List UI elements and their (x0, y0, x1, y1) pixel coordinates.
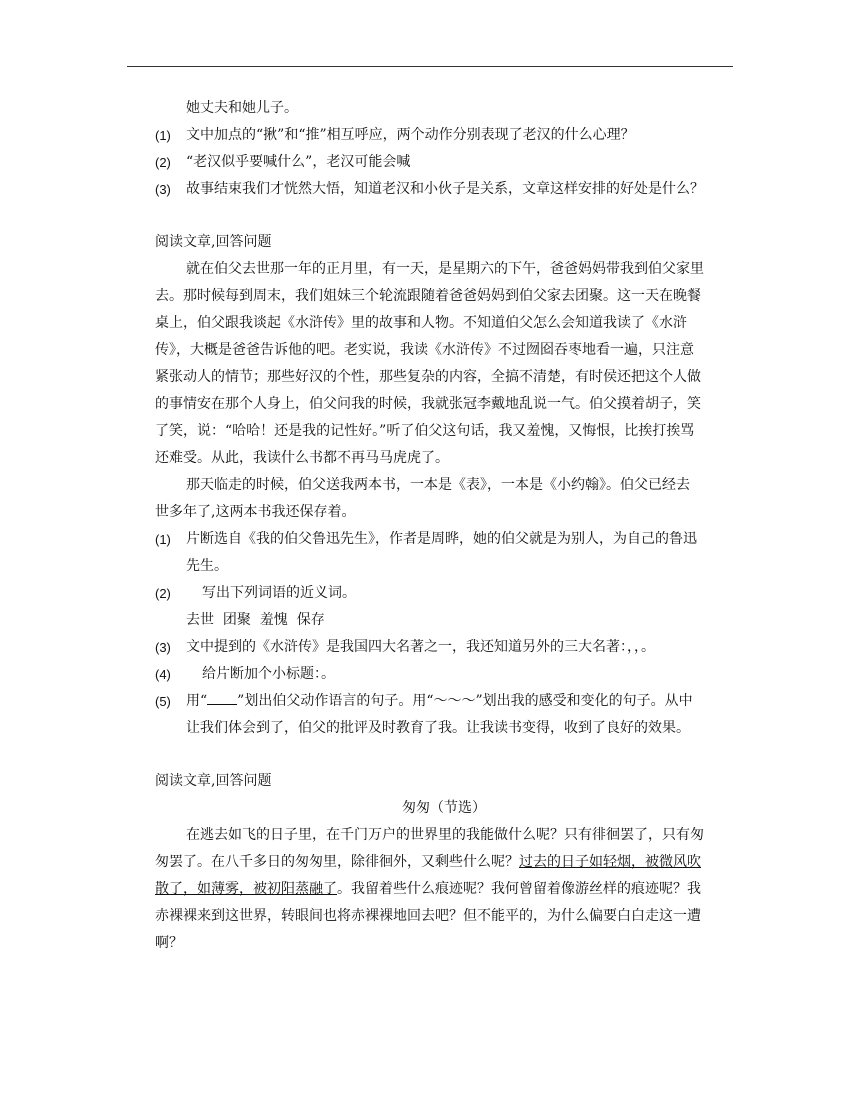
line-text: 啊？ (155, 935, 183, 951)
section-2-paragraph-2 (155, 472, 733, 526)
question-number: (3) (155, 182, 171, 197)
question-number: (2) (155, 155, 171, 170)
word-list: 去世 团聚 羞愧 保存 (186, 612, 325, 628)
section-gap (155, 203, 733, 229)
question-number: (5) (155, 694, 171, 709)
question-1-2 (155, 149, 733, 176)
question-text: 让我们体会到了，伯父的批评及时教育了我。让我读书变得，收到了良好的效果。 (186, 720, 690, 736)
line-text: 匆罢了。在八千多日的匆匆里，除徘徊外，又剩些什么呢？ (155, 854, 519, 870)
section-2-heading: 阅读文章,回答问题 (155, 234, 272, 250)
question-text: 给片断加个小标题：。 (202, 666, 335, 682)
paragraph-line: 了笑，说：“哈哈！还是我的记性好。”听了伯父这句话，我又羞愧，又悔恨，比挨打挨骂 (155, 423, 695, 439)
question-number: (2) (155, 586, 171, 601)
header-rule (127, 66, 733, 67)
section-gap (155, 742, 733, 768)
paragraph-line: 那天临走的时候，伯父送我两本书，一本是《表》，一本是《小约翰》。伯父已经去 (186, 477, 690, 493)
question-2-1-cont (155, 553, 733, 580)
paragraph-line (155, 822, 733, 849)
paragraph-line: 去。那时候每到周末，我们姐妹三个轮流跟随着爸爸妈妈到伯父家去团聚。这一天在晚餐 (155, 288, 701, 304)
paragraph-line (155, 849, 733, 876)
line-text: 赤裸裸来到这世界，转眼间也将赤裸裸地回去吧？但不能平的，为什么偏要白白走这一遭 (155, 908, 701, 924)
question-2-2 (155, 580, 733, 607)
line-text: 在逃去如飞的日子里，在千门万户的世界里的我能做什么呢？只有徘徊罢了，只有匆 (186, 827, 704, 843)
paragraph-line (155, 876, 733, 903)
paragraph-line: 传》，大概是爸爸告诉他的吧。老实说，我读《水浒传》不过囫囵吞枣地看一遍，只注意 (155, 342, 694, 358)
paragraph-line: 还难受。从此，我读什么书都不再马马虎虎了。 (155, 450, 449, 466)
question-2-3 (155, 634, 733, 661)
underlined-text: 过去的日子如轻烟，被微风吹 (519, 854, 701, 870)
question-text: “老汉似乎要喊什么”，老汉可能会喊 (186, 154, 411, 170)
line-text: 。我留着些什么痕迹呢？我何曾留着像游丝样的痕迹呢？我 (337, 881, 701, 897)
question-number: (1) (155, 532, 171, 547)
question-text: 故事结束我们才恍然大悟，知道老汉和小伙子是关系，文章这样安排的好处是什么？ (186, 181, 704, 197)
paragraph-line: 世多年了,这两本书我还保存着。 (155, 504, 356, 520)
section-2-paragraph-1 (155, 256, 733, 472)
question-1-1 (155, 122, 733, 149)
question-text: 写出下列词语的近义词。 (202, 585, 356, 601)
question-text-post: ”划出伯父动作语言的句子。用“～～～”划出我的感受和变化的句子。从中 (237, 693, 693, 709)
paragraph-line: 就在伯父去世那一年的正月里，有一天，是星期六的下午，爸爸妈妈带我到伯父家里 (186, 261, 704, 277)
paragraph-line: 紧张动人的情节；那些好汉的个性，那些复杂的内容，全搞不清楚，有时侯还把这个人做 (155, 369, 701, 385)
paragraph-line: 桌上，伯父跟我谈起《水浒传》里的故事和人物。不知道伯父怎么会知道我读了《水浒 (155, 315, 687, 331)
question-text: 文中提到的《水浒传》是我国四大名著之一，我还知道另外的三大名著：，，。 (186, 639, 655, 655)
question-text-pre: 用“ (186, 693, 208, 709)
question-2-5 (155, 688, 733, 715)
question-text: 片断选自《我的伯父鲁迅先生》，作者是周晔，她的伯父就是为别人，为自己的鲁迅 (186, 531, 697, 547)
question-2-5-cont (155, 715, 733, 742)
underline-sample (207, 690, 237, 705)
question-number: (3) (155, 640, 171, 655)
question-number: (4) (155, 667, 171, 682)
passage-title: 匆匆（节选） (402, 800, 486, 816)
document-content (155, 95, 733, 957)
question-text: 文中加点的“揪”和“推”相互呼应，两个动作分别表现了老汉的什么心理？ (186, 127, 635, 143)
question-2-4 (155, 661, 733, 688)
paragraph-line (155, 903, 733, 930)
underlined-text: 散了，如薄雾，被初阳蒸融了 (155, 881, 337, 897)
question-number: (1) (155, 128, 171, 143)
question-text: 先生。 (186, 558, 228, 574)
section-3-heading: 阅读文章,回答问题 (155, 773, 272, 789)
question-2-2-words (155, 607, 733, 634)
paragraph-line (155, 930, 733, 957)
question-2-1 (155, 526, 733, 553)
intro-line: 她丈夫和她儿子。 (186, 100, 298, 116)
question-1-3 (155, 176, 733, 203)
paragraph-line: 的事情安在那个人身上，伯父问我的时候，我就张冠李戴地乱说一气。伯父摸着胡子，笑 (155, 396, 701, 412)
section-3-paragraph (155, 822, 733, 957)
